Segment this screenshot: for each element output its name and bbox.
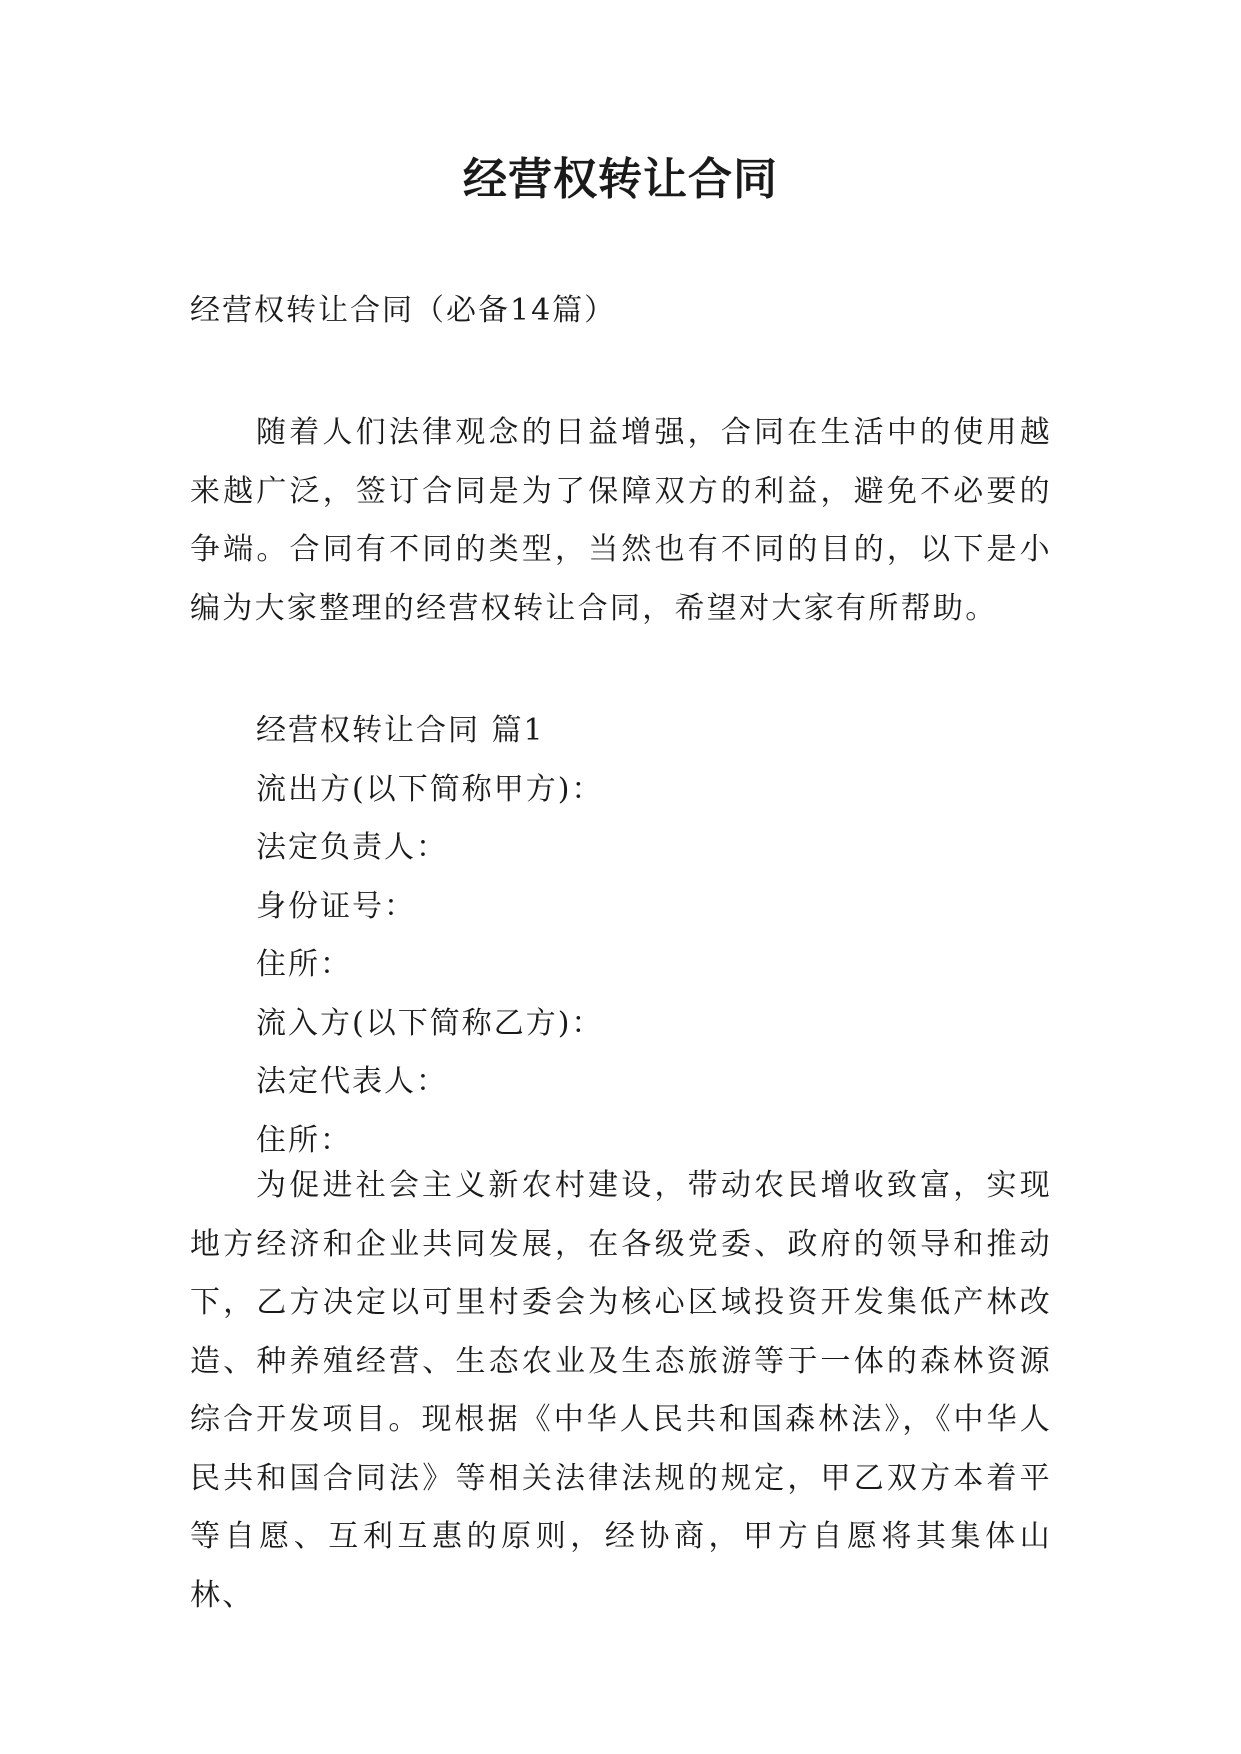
field-legal-representative: 法定代表人：	[256, 1064, 448, 1099]
field-transferor: 流出方(以下简称甲方)：	[256, 771, 604, 807]
field-address-party-a: 住所：	[256, 947, 352, 982]
field-id-number: 身份证号：	[256, 888, 416, 924]
document-title: 经营权转让合同	[463, 154, 778, 205]
section-heading: 经营权转让合同 篇1	[256, 713, 545, 748]
field-legal-responsible-person: 法定负责人：	[256, 830, 448, 865]
document-subtitle: 经营权转让合同（必备14篇）	[190, 293, 617, 328]
intro-paragraph: 随着人们法律观念的日益增强，合同在生活中的使用越来越广泛，签订合同是为了保障双方的利益，避免不必要的争端。合同有不同的类型，当然也有不同的目的，以下是小编为大家整理的经营权转让合同，希望对大家有所帮助。	[190, 415, 1052, 626]
field-transferee: 流入方(以下简称乙方)：	[256, 1005, 604, 1041]
contract-header-fields	[256, 702, 603, 1170]
field-address-party-b: 住所：	[256, 1122, 352, 1158]
body-paragraph: 为促进社会主义新农村建设，带动农民增收致富，实现地方经济和企业共同发展，在各级党委、政府的领导和推动下，乙方决定以可里村委会为核心区域投资开发集低产林改造、种养殖经营、生态农业及生态旅游等于一体的森林资源综合开发项目。现根据《中华人民共和国森林法》，《中华人民共和国合同法》等相关法律法规的规定，甲乙双方本着平等自愿、互利互惠的原则，经协商，甲方自愿将其集体山林、	[190, 1168, 1052, 1613]
